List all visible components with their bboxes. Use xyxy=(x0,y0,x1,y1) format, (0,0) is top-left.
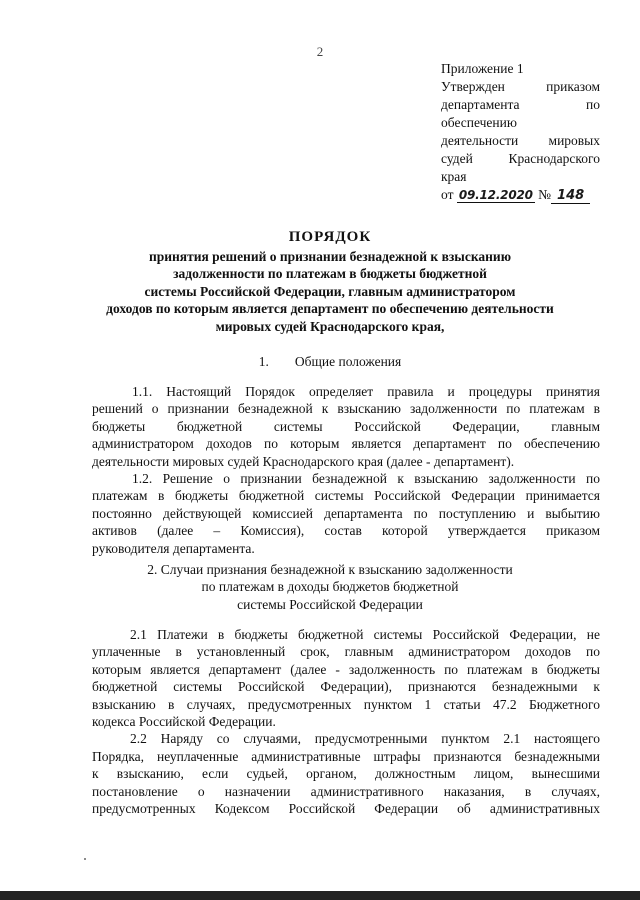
title-subtitle-line-2: задолженности по платежам в бюджеты бюджетной xyxy=(173,266,487,282)
section-1-heading xyxy=(80,353,580,370)
document-title xyxy=(80,226,580,335)
text-line: взысканию в случаях, предусмотренных пунктом 1 статьи 47.2 Бюджетного xyxy=(92,696,600,712)
appendix-label: Приложение 1 xyxy=(441,61,524,76)
text-line: к взысканию, если судьей, органом, должностным лицом, вынесшими xyxy=(92,766,600,782)
text-line: бюджетной системы Российской Федерации), признаются безнадежными к xyxy=(92,679,600,695)
section-1-number: 1. xyxy=(258,354,269,369)
title-subtitle-line-4: доходов по которым является департамент по обеспечению деятельности xyxy=(106,301,554,317)
section-1-title: Общие положения xyxy=(294,354,402,369)
text-line: платежам в бюджеты бюджетной системы Российской Федерации принимается xyxy=(92,488,600,504)
text-line: Порядка, неуплаченные административные штрафы признаются безнадежными xyxy=(92,748,600,764)
text-line: бюджеты бюджетной системы Российской Федерации, главным xyxy=(92,418,600,434)
order-date-line xyxy=(441,186,600,205)
paragraph-1-1 xyxy=(92,383,600,470)
approval-line-5: судей Краснодарского xyxy=(441,151,600,166)
text-line: которым является департамент (далее - задолженность по платежам в бюджеты xyxy=(92,661,600,677)
title-subtitle-line-3: системы Российской Федерации, главным администратором xyxy=(144,283,516,299)
approval-line-2: департамента по xyxy=(441,97,600,112)
title-subtitle-line-5: мировых судей Краснодарского края, xyxy=(215,318,445,334)
text-line: 2.2 Наряду со случаями, предусмотренными пунктом 2.1 настоящего xyxy=(130,731,600,747)
text-line: администратором доходов по которым является департамент по обеспечению xyxy=(92,436,600,452)
paragraph-2-2 xyxy=(92,730,600,817)
section-1-body xyxy=(92,383,600,557)
text-line: руководителя департамента. xyxy=(92,540,255,556)
section-2-heading xyxy=(80,561,580,613)
text-line: кодекса Российской Федерации. xyxy=(92,714,276,730)
text-line: активов (далее – Комиссия), состав которой утверждается приказом xyxy=(92,523,600,539)
page-number: 2 xyxy=(316,44,324,59)
approval-line-3: обеспечению xyxy=(441,115,517,130)
section-2-title-line-3: системы Российской Федерации xyxy=(237,596,423,612)
approval-line-6: края xyxy=(441,169,467,184)
number-sign: № xyxy=(538,187,552,202)
paragraph-2-1 xyxy=(92,626,600,730)
paragraph-1-2 xyxy=(92,470,600,557)
text-line: 1.1. Настоящий Порядок определяет правила и процедуры принятия xyxy=(132,384,600,399)
section-2-body xyxy=(92,626,600,817)
section-2-title-line-2: по платежам в доходы бюджетов бюджетной xyxy=(201,579,459,595)
scan-bottom-edge xyxy=(0,891,640,900)
text-line: 2.1 Платежи в бюджеты бюджетной системы Российской Федерации, не xyxy=(130,627,600,642)
section-2-title-line-1: 2. Случаи признания безнадежной к взысканию задолженности xyxy=(147,562,513,577)
text-line: постановление о назначении административного наказания, в случаях, xyxy=(92,783,600,799)
approval-line-1: Утвержден приказом xyxy=(441,79,600,94)
title-subtitle-line-1: принятия решений о признании безнадежной к взысканию xyxy=(148,249,512,264)
text-line: решений о признании безнадежной к взысканию задолженности по платежам в xyxy=(92,401,600,417)
text-line: постоянно действующей комиссией департамента по поступлению и выбытию xyxy=(92,505,600,521)
title-main: ПОРЯДОК xyxy=(288,229,372,245)
text-line: предусмотренных Кодексом Российской Федерации об административных xyxy=(92,801,600,817)
appendix-header xyxy=(441,60,600,205)
approval-line-4: деятельности мировых xyxy=(441,133,600,148)
text-line: уплаченные в установленный срок, главным администратором доходов по xyxy=(92,644,600,660)
from-prefix: от xyxy=(441,187,454,202)
handwritten-order-number: 148 xyxy=(551,188,590,204)
handwritten-date: 09.12.2020 xyxy=(458,188,533,202)
text-line: 1.2. Решение о признании безнадежной к взысканию задолженности по xyxy=(132,471,600,487)
text-line: деятельности мировых судей Краснодарского края (далее - департамент). xyxy=(92,453,515,469)
scan-speck xyxy=(84,858,86,860)
